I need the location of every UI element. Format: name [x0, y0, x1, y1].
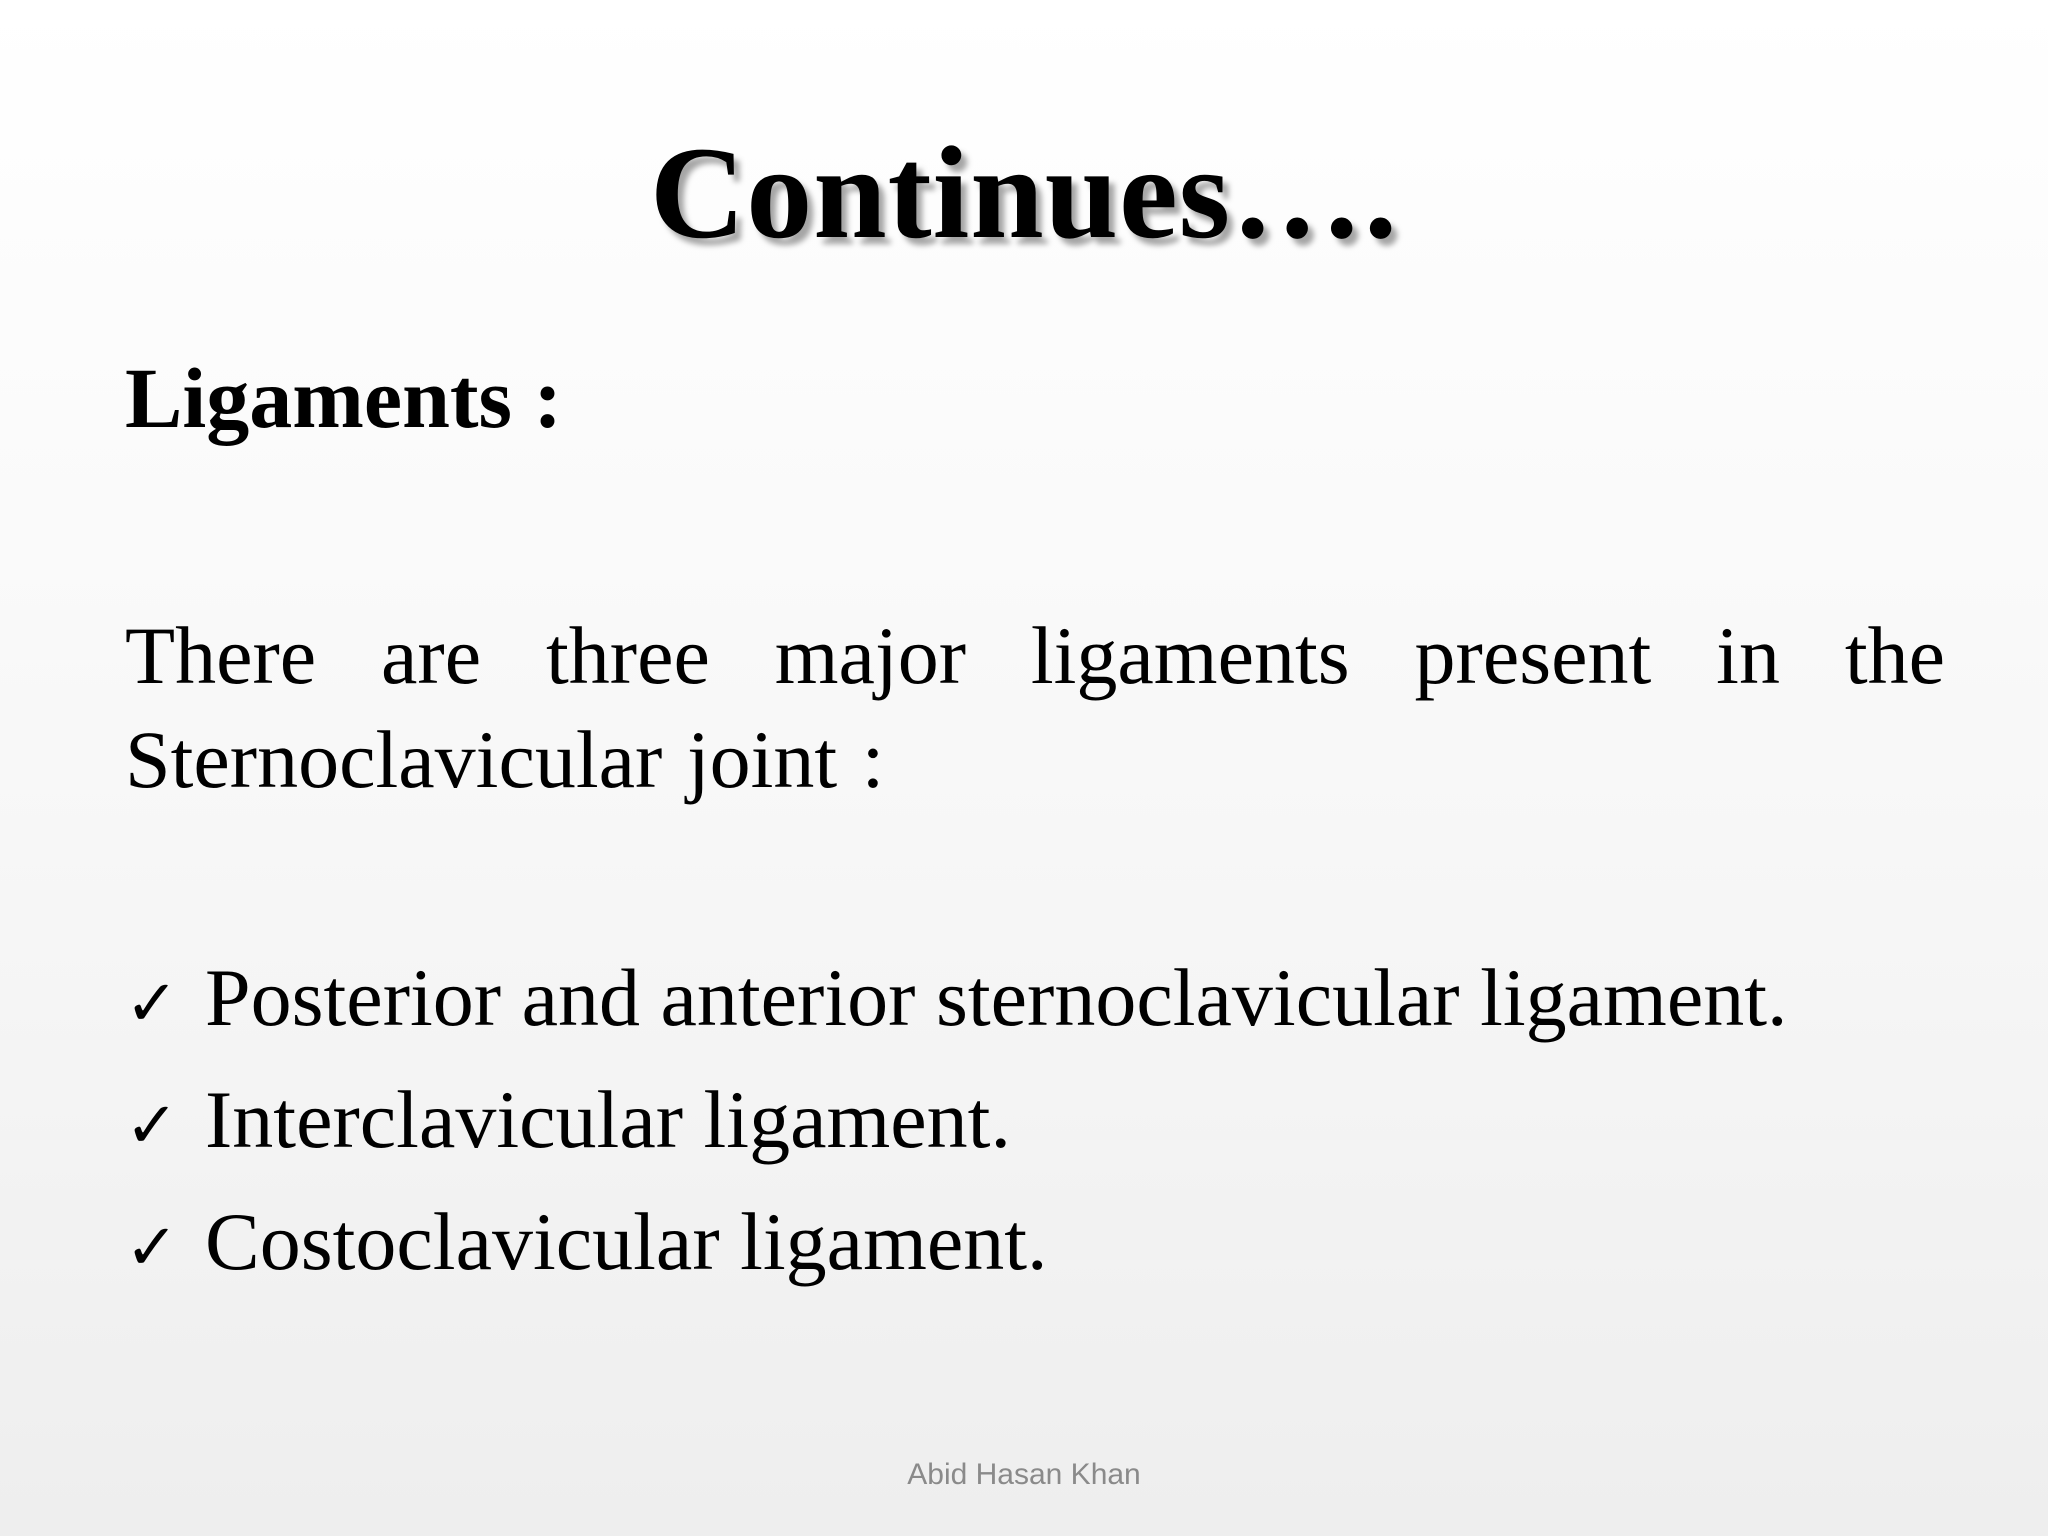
slide-title: Continues….	[649, 119, 1399, 266]
body-paragraph: There are three major ligaments present in the Sternoclavicular joint :	[125, 610, 1945, 805]
list-item	[125, 940, 1788, 1062]
check-icon: ✓	[125, 967, 179, 1041]
ligament-list	[125, 940, 1788, 1306]
list-item-text: Costoclavicular ligament.	[205, 1196, 1048, 1287]
footer-author: Abid Hasan Khan	[907, 1458, 1141, 1491]
list-item-text: Interclavicular ligament.	[205, 1074, 1011, 1165]
section-heading: Ligaments :	[125, 350, 563, 446]
list-item	[125, 1184, 1788, 1306]
check-icon: ✓	[125, 1089, 179, 1163]
check-icon: ✓	[125, 1211, 179, 1285]
list-item	[125, 1062, 1788, 1184]
list-item-text: Posterior and anterior sternoclavicular ligament.	[205, 952, 1788, 1043]
